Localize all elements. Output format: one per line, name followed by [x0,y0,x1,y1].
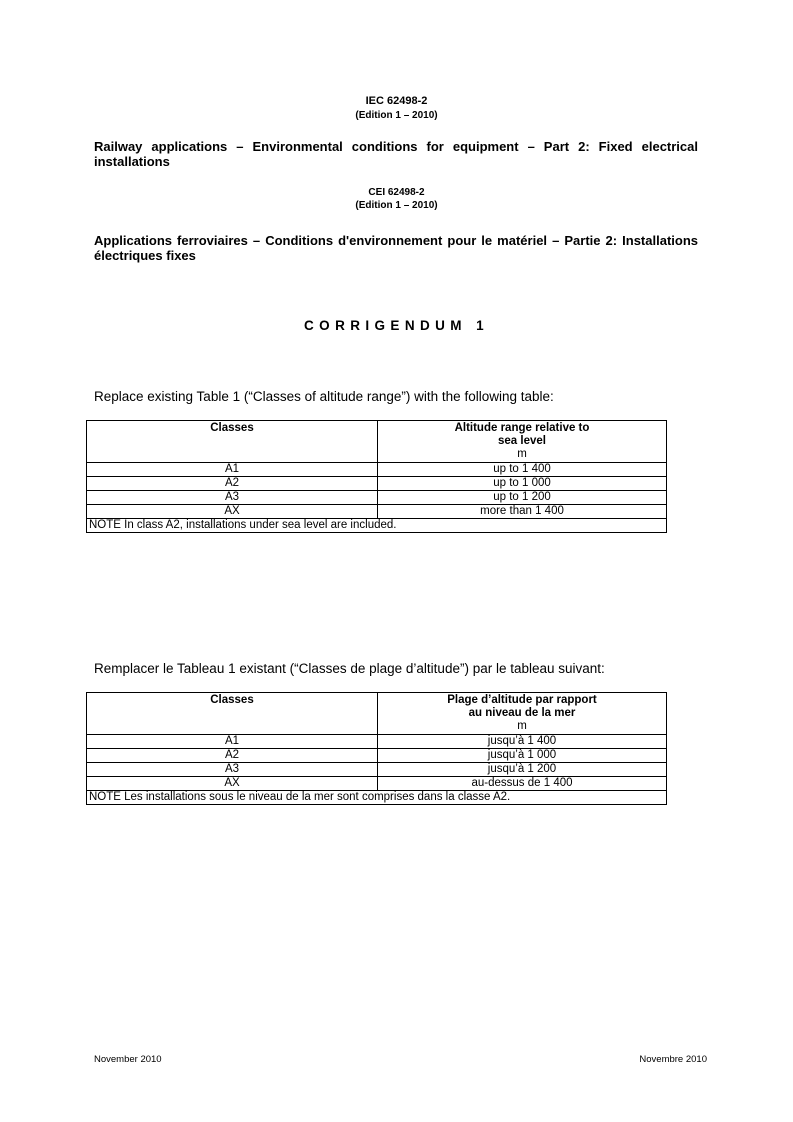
table-row [87,735,667,749]
table-cell-range: au-dessus de 1 400 [378,777,667,791]
table-header-row [87,693,667,735]
fr-standard-number: CEI 62498-2 [368,187,425,198]
table-cell-class: A2 [87,749,378,763]
table-note: NOTE In class A2, installations under sea level are included. [87,519,667,533]
en-document-title: Railway applications – Environmental conditions for equipment – Part 2: Fixed electrical installations [94,139,698,169]
table-cell-class: A2 [87,477,378,491]
table-cell-range: more than 1 400 [378,505,667,519]
table-row [87,505,667,519]
footer-date-fr: Novembre 2010 [639,1054,707,1065]
fr-edition: (Edition 1 – 2010) [355,200,438,211]
table-row [87,749,667,763]
col-header-altitude-line1: Plage d’altitude par rapport [447,694,597,706]
table-cell-class: AX [87,777,378,791]
table-row [87,491,667,505]
table-cell-range: up to 1 200 [378,491,667,505]
table-row [87,463,667,477]
en-standard-number: IEC 62498-2 [365,95,428,107]
table-cell-class: A1 [87,735,378,749]
en-intro-text: Replace existing Table 1 (“Classes of altitude range”) with the following table: [94,389,554,404]
table-cell-class: A3 [87,763,378,777]
table-cell-class: A1 [87,463,378,477]
table-cell-range: up to 1 400 [378,463,667,477]
footer-date-en: November 2010 [94,1054,162,1065]
table-cell-range: jusqu’à 1 200 [378,763,667,777]
table-row [87,777,667,791]
fr-document-title: Applications ferroviaires – Conditions d'environnement pour le matériel – Partie 2: Installations électriques fixes [94,233,698,263]
col-header-altitude-line2: sea level [498,435,546,447]
fr-intro-text: Remplacer le Tableau 1 existant (“Classes de plage d’altitude”) par le tableau suivant: [94,661,605,676]
table-cell-class: A3 [87,491,378,505]
table-cell-range: jusqu’à 1 400 [378,735,667,749]
table-cell-range: jusqu’à 1 000 [378,749,667,763]
col-header-unit: m [517,448,527,460]
col-header-classes: Classes [210,694,254,706]
en-altitude-table [86,420,667,533]
table-row [87,763,667,777]
col-header-altitude-line2: au niveau de la mer [468,707,576,719]
table-cell-range: up to 1 000 [378,477,667,491]
table-row [87,477,667,491]
table-cell-class: AX [87,505,378,519]
en-edition: (Edition 1 – 2010) [355,110,438,121]
table-header-row [87,421,667,463]
col-header-altitude-line1: Altitude range relative to [454,422,590,434]
table-note: NOTE Les installations sous le niveau de la mer sont comprises dans la classe A2. [87,791,667,805]
table-note-row [87,519,667,533]
col-header-unit: m [517,720,527,732]
table-note-row [87,791,667,805]
fr-altitude-table [86,692,667,805]
corrigendum-title: CORRIGENDUM 1 [304,318,489,333]
col-header-classes: Classes [210,422,254,434]
